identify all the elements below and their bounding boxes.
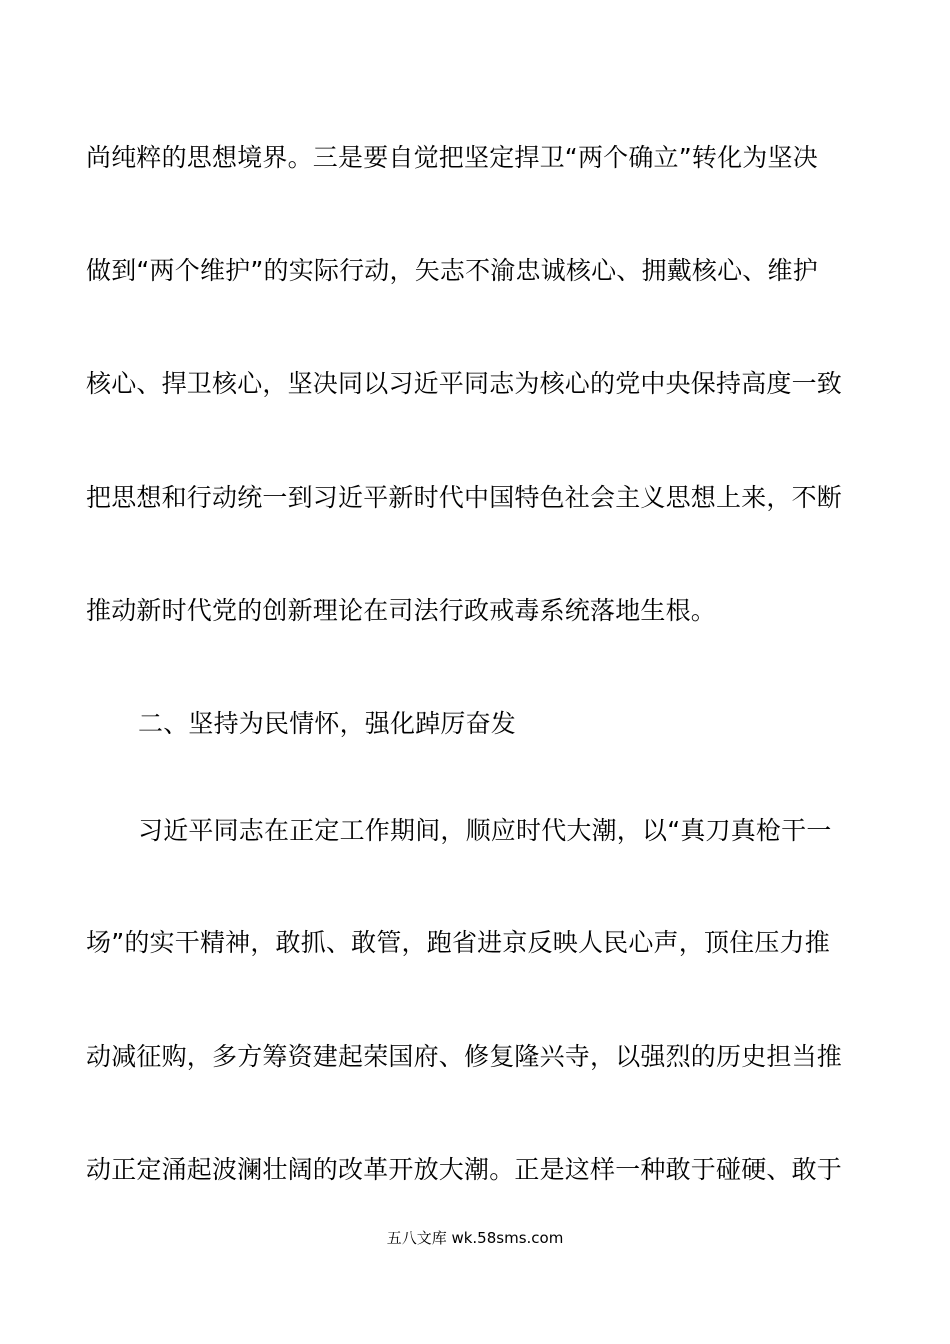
paragraph-line: 动正定涌起波澜壮阔的改革开放大潮。正是这样一种敢于碰硬、敢于 [86, 1155, 843, 1184]
paragraph-line: 习近平同志在正定工作期间，顺应时代大潮，以“真刀真枪干一 [138, 816, 832, 845]
section-heading: 二、坚持为民情怀，强化踔厉奋发 [138, 709, 517, 738]
paragraph-line: 推动新时代党的创新理论在司法行政戒毒系统落地生根。 [86, 596, 717, 625]
paragraph-line: 把思想和行动统一到习近平新时代中国特色社会主义思想上来，不断 [86, 483, 843, 512]
footer-watermark: 五八文库 wk.58sms.com [386, 1229, 564, 1247]
paragraph-line: 核心、捍卫核心，坚决同以习近平同志为核心的党中央保持高度一致 [86, 369, 843, 398]
paragraph-line: 场”的实干精神，敢抓、敢管，跑省进京反映人民心声，顶住压力推 [86, 928, 830, 957]
paragraph-line: 动减征购，多方筹资建起荣国府、修复隆兴寺，以强烈的历史担当推 [86, 1042, 843, 1071]
paragraph-line: 做到“两个维护”的实际行动，矢志不渝忠诚核心、拥戴核心、维护 [86, 256, 818, 285]
paragraph-line: 尚纯粹的思想境界。三是要自觉把坚定捍卫“两个确立”转化为坚决 [86, 143, 818, 172]
